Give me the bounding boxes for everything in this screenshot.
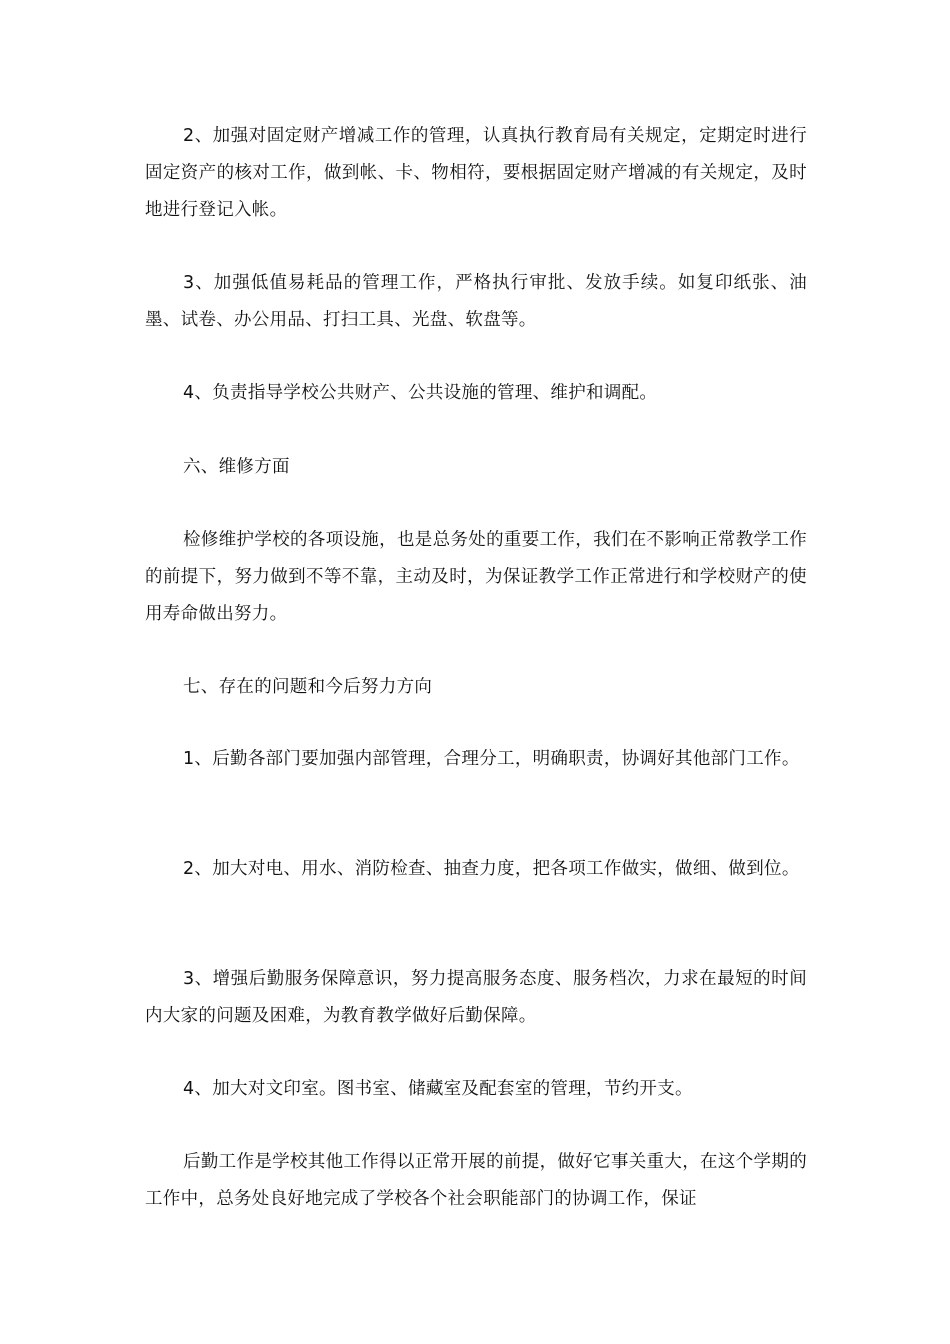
- paragraph-service-awareness: 3、增强后勤服务保障意识，努力提高服务态度、服务档次，力求在最短的时间内大家的问题及困难，为教育教学做好后勤保障。: [145, 969, 807, 1026]
- paragraph-maintenance: 检修维护学校的各项设施，也是总务处的重要工作，我们在不影响正常教学工作的前提下，努力做到不等不靠，主动及时，为保证教学工作正常进行和学校财产的使用寿命做出努力。: [145, 530, 807, 624]
- section-heading-problems: 七、存在的问题和今后努力方向: [183, 677, 433, 697]
- paragraph-internal-management: 1、后勤各部门要加强内部管理，合理分工，明确职责，协调好其他部门工作。: [183, 749, 800, 769]
- paragraph-safety-inspection: 2、加大对电、用水、消防检查、抽查力度，把各项工作做实，做细、做到位。: [183, 859, 800, 879]
- paragraph-fixed-assets: 2、加强对固定财产增减工作的管理，认真执行教育局有关规定，定期定时进行固定资产的核对工作，做到帐、卡、物相符，要根据固定财产增减的有关规定，及时地进行登记入帐。: [145, 126, 807, 220]
- paragraph-print-room: 4、加大对文印室。图书室、储藏室及配套室的管理，节约开支。: [183, 1079, 693, 1099]
- section-heading-maintenance: 六、维修方面: [183, 457, 290, 477]
- paragraph-consumables: 3、加强低值易耗品的管理工作，严格执行审批、发放手续。如复印纸张、油墨、试卷、办公用品、打扫工具、光盘、软盘等。: [145, 273, 807, 330]
- paragraph-summary: 后勤工作是学校其他工作得以正常开展的前提，做好它事关重大，在这个学期的工作中，总务处良好地完成了学校各个社会职能部门的协调工作，保证: [145, 1152, 807, 1209]
- paragraph-public-property: 4、负责指导学校公共财产、公共设施的管理、维护和调配。: [183, 383, 658, 403]
